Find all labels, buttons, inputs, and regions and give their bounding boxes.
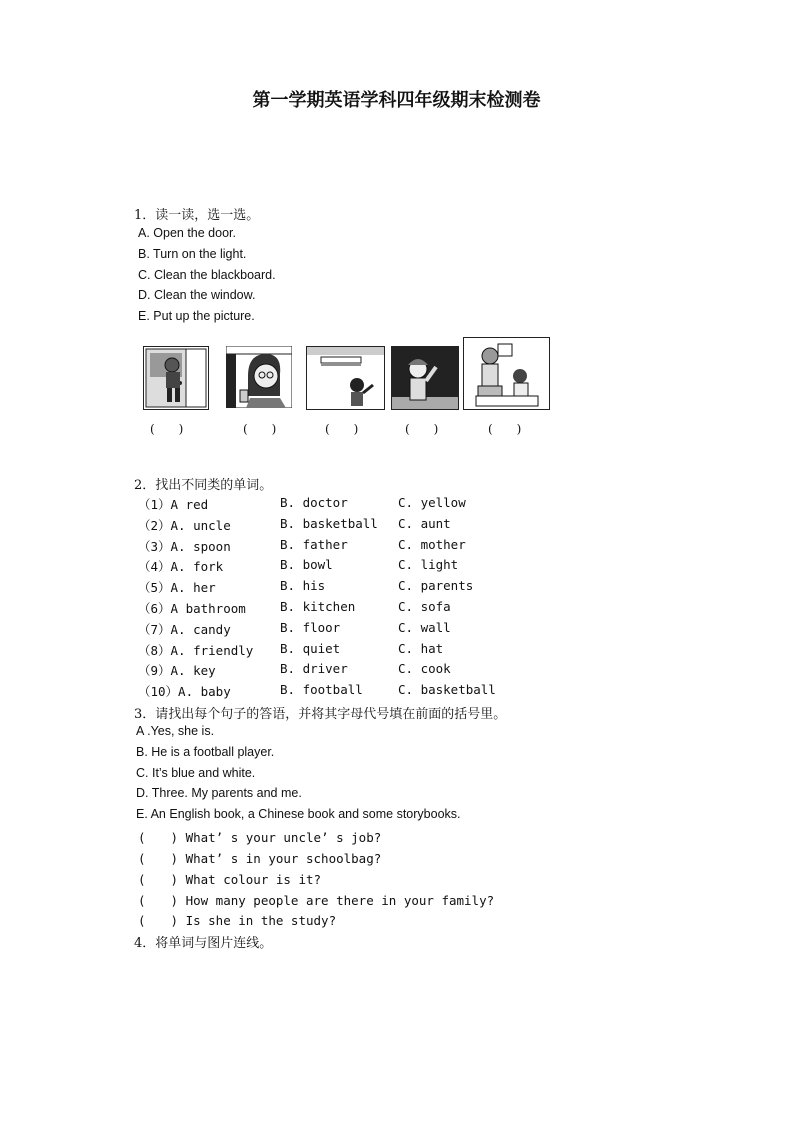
q3-answer-d: D. Three. My parents and me. xyxy=(136,786,302,800)
q2-row-2-c: C. aunt xyxy=(398,516,451,531)
q2-row-8-b: B. quiet xyxy=(280,641,341,656)
q2-row-4-c: C. light xyxy=(398,557,459,572)
q2-row-10-b: B. football xyxy=(280,682,363,697)
q3-question-2: ( ) What’ s in your schoolbag? xyxy=(138,851,382,866)
q3-question-1: ( ) What’ s your uncle’ s job? xyxy=(138,830,382,845)
q2-row-8-c: C. hat xyxy=(398,641,444,656)
q1-blank-3[interactable]: ( ) xyxy=(325,422,359,436)
q2-row-4-a: （4）A. fork xyxy=(138,559,224,574)
q2-row-1-a: （1）A red xyxy=(138,497,209,512)
q2-row-3-b: B. father xyxy=(280,537,348,552)
q2-row-9-a: （9）A. key xyxy=(138,663,216,678)
q2-row-7-c: C. wall xyxy=(398,620,451,635)
q2-row-10-c: C. basketball xyxy=(398,682,496,697)
q3-answer-b: B. He is a football player. xyxy=(136,745,275,759)
q2-row-8-a: （8）A. friendly xyxy=(138,643,254,658)
q2-row-9-b: B. driver xyxy=(280,661,348,676)
q2-row-10-a: （10）A. baby xyxy=(138,684,231,699)
q3-answer-c: C. It’s blue and white. xyxy=(136,766,256,780)
q2-row-1-b: B. doctor xyxy=(280,495,348,510)
q1-option-e: E. Put up the picture. xyxy=(138,309,255,323)
q2-heading: 2．找出不同类的单词。 xyxy=(134,478,273,493)
q2-row-4-b: B. bowl xyxy=(280,557,333,572)
q2-row-5-a: （5）A. her xyxy=(138,580,216,595)
q4-heading: 4．将单词与图片连线。 xyxy=(134,936,273,951)
q2-row-2-b: B. basketball xyxy=(280,516,378,531)
q2-row-6-a: （6）A bathroom xyxy=(138,601,246,616)
q3-answer-a: A .Yes, she is. xyxy=(136,724,215,738)
q3-question-3: ( ) What colour is it? xyxy=(138,872,322,887)
wall-picture xyxy=(463,337,550,410)
q2-row-5-b: B. his xyxy=(280,578,326,593)
q1-blank-4[interactable]: ( ) xyxy=(405,422,439,436)
q2-row-7-a: （7）A. candy xyxy=(138,622,231,637)
window-picture xyxy=(226,346,292,408)
q1-option-c: C. Clean the blackboard. xyxy=(138,268,276,282)
q2-row-3-c: C. mother xyxy=(398,537,466,552)
q3-question-4: ( ) How many people are there in your family? xyxy=(138,893,495,908)
q1-blank-5[interactable]: ( ) xyxy=(488,422,522,436)
q2-row-2-a: （2）A. uncle xyxy=(138,518,231,533)
door-picture xyxy=(143,346,209,410)
q1-option-b: B. Turn on the light. xyxy=(138,247,247,261)
q1-option-a: A. Open the door. xyxy=(138,226,236,240)
q2-row-1-c: C. yellow xyxy=(398,495,466,510)
q3-answer-e: E. An English book, a Chinese book and some storybooks. xyxy=(136,807,461,821)
q3-question-5: ( ) Is she in the study? xyxy=(138,913,337,928)
q2-row-3-a: （3）A. spoon xyxy=(138,539,231,554)
light-picture xyxy=(306,346,385,410)
q3-heading: 3．请找出每个句子的答语，并将其字母代号填在前面的括号里。 xyxy=(134,707,507,722)
page-title: 第一学期英语学科四年级期末检测卷 xyxy=(252,90,541,111)
q2-row-5-c: C. parents xyxy=(398,578,474,593)
q1-heading: 1．读一读，选一选。 xyxy=(134,208,260,223)
q1-blank-1[interactable]: ( ) xyxy=(150,422,184,436)
blackboard-picture xyxy=(391,346,459,410)
q1-blank-2[interactable]: ( ) xyxy=(243,422,277,436)
q2-row-9-c: C. cook xyxy=(398,661,451,676)
q1-option-d: D. Clean the window. xyxy=(138,288,256,302)
q2-row-6-c: C. sofa xyxy=(398,599,451,614)
q2-row-7-b: B. floor xyxy=(280,620,341,635)
q2-row-6-b: B. kitchen xyxy=(280,599,356,614)
